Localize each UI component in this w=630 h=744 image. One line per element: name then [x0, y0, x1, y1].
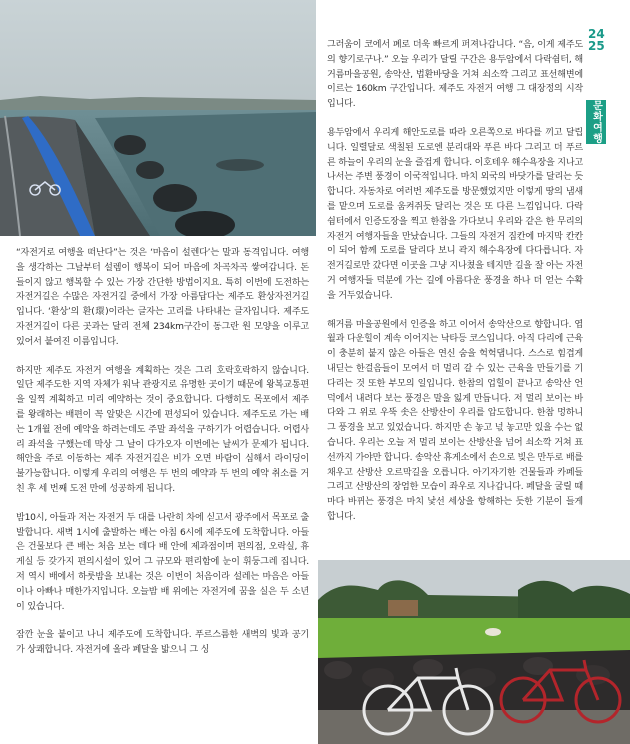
bicycles-field-illustration [318, 560, 630, 744]
page-number-right: 25 [588, 39, 605, 53]
paragraph: “자전거로 여행을 떠난다”는 것은 ‘마음이 설렌다’는 말과 동격입니다. 여행을 생각하는 그날부터 설렘이 행복이 되어 마음에 차곡차곡 쌓여갑니다. 돈 들이지 않고 행복할 수 있는 가장 간단한 방법이지요. 특히 이번에 도전하는 자전거길은 수많은 자전거길 중에서 가장 아름답다는 제주도 환상자전거길입니다. ‘환상’의 환(環)이라는 글자는 고리를 나타내는 글자입니다. 제주도 자전거길이 다른 곳과는 달리 전체 234km구간이 동그란 원 모양을 이루고 있어서 붙여진 이름입니다. [16, 248, 309, 347]
article-right-column [327, 38, 583, 539]
paragraph: 용두암에서 우리게 해안도로를 따라 오른쪽으로 바다를 끼고 달립니다. 일렬달로 색칠된 도로엔 분리대와 푸른 바다 그리고 더 푸르른 하늘이 우리의 눈을 즐겁게 합니다. 이호테우 해수욕장을 지나고 나서는 주변 풍경이 이국적입니다. 마치 외국의 바닷가를 달리는 듯 합니다. 자동차로 여러번 제주도를 방문했었지만 이렇게 땅의 냄새를 맡으며 도로를 움켜쥐듯 달리는 것은 또 다른 느낌입니다. 다락쉼터에서 인증도장을 찍고 한참을 가다보니 우리와 같은 한 무리의 자전거 여행자들을 만났습니다. 그들의 자전거 짐칸에 마지막 칸칸이 되어 함께 도로를 달리다 보니 곽지 해수욕장에 다다릅니다. 자전거길로만 갔다면 이곳을 그냥 지나쳤을 테지만 길을 잘 아는 자전거 여행자들 덕분에 가는 길에 아름다운 풍경을 하나 더 얻는 수확을 거두었습니다. [327, 127, 583, 301]
page-number-left: 24 [588, 27, 605, 41]
paragraph: 밤10시, 아들과 저는 자전거 두 대를 나란히 차에 싣고서 광주에서 목포로 출발합니다. 새벽 1시에 출발하는 배는 아침 6시에 제주도에 도착합니다. 아들은 건물보다 큰 배는 처음 보는 데다 배 안에 제과점이며 편의점, 오락실, 휴게실 등 갖가지 편의시설이 있어 그 규모와 편리함에 눈이 휘둥그레 집니다. 저 역시 배에서 하룻밤을 보내는 것은 이번이 처음이라 설레는 마음은 아들이나 아빠나 매한가지입니다. 오늘밤 배 위에는 자전거에 꿈을 실은 두 소년이 있습니다. [16, 512, 309, 612]
coastal-bike-path-photo [0, 0, 316, 236]
page-number [588, 27, 605, 53]
section-tab: 문화여행 [586, 100, 606, 144]
coastal-bike-path-illustration [0, 0, 316, 236]
bicycles-field-photo [318, 560, 630, 744]
article-left-column [16, 246, 309, 672]
paragraph: 해거름 마을공원에서 인증을 하고 이어서 송악산으로 향합니다. 엽월과 다운힐이 계속 이어지는 낙타등 코스입니다. 아직 다리에 근육이 충분히 붙지 않은 아들은 연신 숨을 헉헉댑니다. 스스로 힘겹게 내딛는 한걸음들이 모여서 더 멀리 갈 수 있는 근육을 만들기를 기다리는 것 또한 부모의 일입니다. 한참의 업힐이 끝나고 송악산 언덕에서 내려다 보는 풍경은 말을 잃게 만듭니다. 저 멀리 보이는 바다와 그 위로 우뚝 솟은 산방산이 우리를 압도합니다. 한참 멍하니 그 풍경을 보고 있었습니다. 하지만 손 놓고 넋 놓고만 있을 수는 없습니다. 우리는 오늘 저 멀리 보이는 산방산을 넘어 쇠소깍 거쳐 표선까지 가야만 합니다. 송악산 휴게소에서 손으로 빚은 만두로 배를 채우고 산방산 오르막길을 오릅니다. 아기자기한 건물들과 카페들 그리고 산방산의 장엄한 모습이 좌우로 지나갑니다. 페달을 굴릴 때마다 바뀌는 풍경은 마치 낯선 세상을 항해하는 듯한 기분이 들게 합니다. [327, 319, 583, 522]
paragraph: 그러움이 코에서 폐로 더욱 빠르게 퍼져나갑니다. “음, 이게 제주도의 향기로구나.” 오늘 우리가 달릴 구간은 용두암에서 다락쉼터, 해거름마을공원, 송악산, 법환바당을 거쳐 쇠소깍 그리고 표선해변에 이르는 160km 구간입니다. 제주도 자전거 여행 그 대장정의 시작입니다. [327, 40, 583, 110]
paragraph: 잠깐 눈을 붙이고 나니 제주도에 도착합니다. 푸르스름한 새벽의 빛과 공기가 상쾌합니다. 자전거에 올라 페달을 밟으니 그 싱 [16, 630, 309, 656]
paragraph: 하지만 제주도 자전거 여행을 계획하는 것은 그리 호락호락하지 않습니다. 일단 제주도한 지역 자체가 워낙 관광지로 유명한 곳이기 때문에 왕복교통편을 일찍 계획하고 미리 예약하는 것이 중요합니다. 다행히도 목포에서 제주를 왕래하는 배편이 꼭 알맞은 시간에 편성되어 있습니다. 제주도로 가는 배는 1개월 전에 예약을 하려는데도 주말 좌석을 구하기가 어렵습니다. 어렵사리 좌석을 구했는데 막상 그 날이 다가오자 이번에는 날씨가 문제가 됩니다. 해안을 주로 이동하는 제주 자전거길은 비가 오면 바람이 심해서 라이딩이 불가능합니다. 이렇게 우리의 여행은 두 번의 예약과 두 번의 예약 취소를 거친 후 세 번째 도전 만에 성공하게 됩니다. [16, 365, 309, 494]
